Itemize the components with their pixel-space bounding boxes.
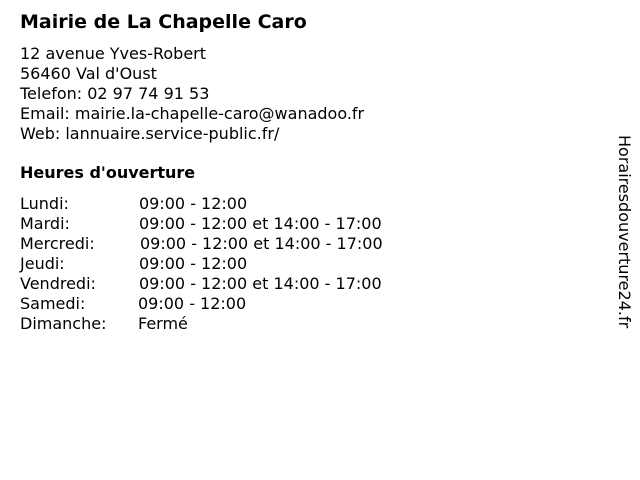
address-city: 56460 Val d'Oust: [20, 64, 157, 83]
day-label: Mercredi:: [20, 234, 95, 253]
contact-block: [20, 44, 364, 144]
time-value: 09:00 - 12:00 et 14:00 - 17:00: [140, 234, 383, 253]
hours-heading: Heures d'ouverture: [20, 163, 196, 182]
day-label: Jeudi:: [20, 254, 65, 273]
address-street: 12 avenue Yves-Robert: [20, 44, 207, 63]
email-line: Email: mairie.la-chapelle-caro@wanadoo.fr: [20, 104, 365, 123]
time-value: 09:00 - 12:00: [138, 294, 247, 313]
time-value: Fermé: [138, 314, 188, 333]
day-label: Samedi:: [20, 294, 86, 313]
time-value: 09:00 - 12:00 et 14:00 - 17:00: [139, 274, 382, 293]
day-label: Vendredi:: [20, 274, 96, 293]
day-label: Lundi:: [20, 194, 69, 213]
day-label: Mardi:: [20, 214, 70, 233]
web-line: Web: lannuaire.service-public.fr/: [20, 124, 280, 143]
time-value: 09:00 - 12:00: [139, 254, 248, 273]
time-value: 09:00 - 12:00 et 14:00 - 17:00: [139, 214, 382, 233]
time-value: 09:00 - 12:00: [139, 194, 248, 213]
page-title: Mairie de La Chapelle Caro: [20, 11, 307, 33]
day-label: Dimanche:: [20, 314, 107, 333]
phone-line: Telefon: 02 97 74 91 53: [20, 84, 210, 103]
site-watermark: Horairesdouverture24.fr: [615, 135, 634, 329]
